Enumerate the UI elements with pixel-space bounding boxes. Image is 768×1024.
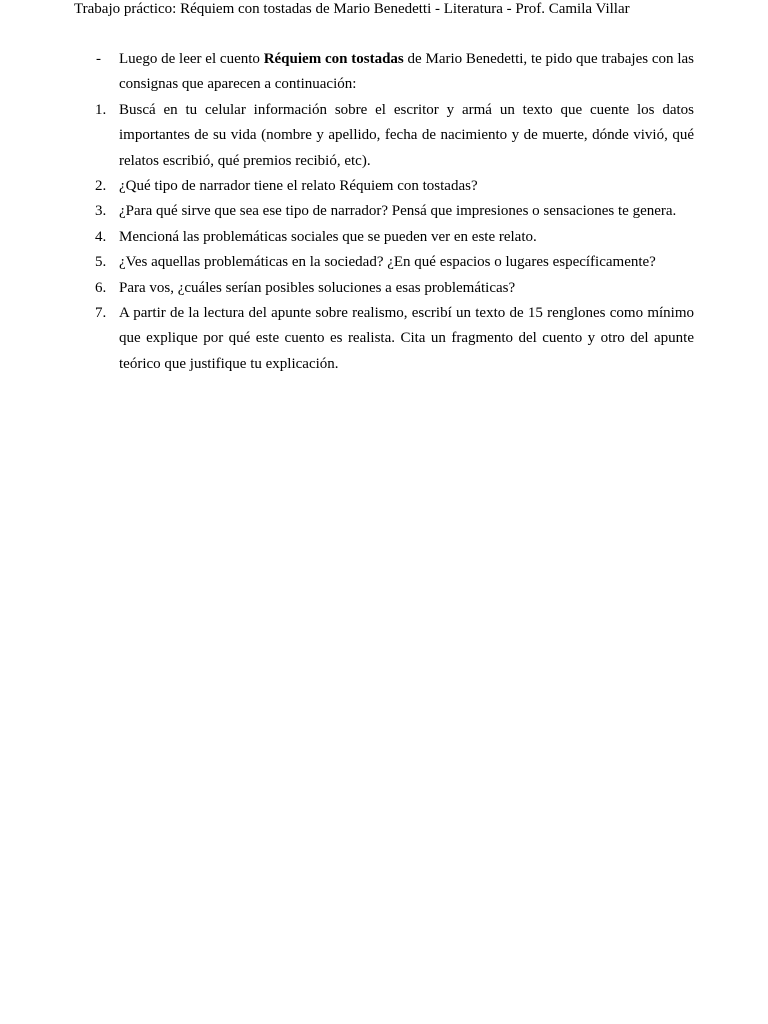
assignment-list — [74, 47, 694, 377]
list-marker: 4. — [95, 228, 107, 245]
list-marker: 5. — [95, 254, 107, 271]
list-item-text: ¿Qué tipo de narrador tiene el relato Réquiem con tostadas? — [119, 178, 478, 195]
list-item — [74, 301, 694, 377]
list-item-text: Para vos, ¿cuáles serían posibles soluciones a esas problemáticas? — [119, 279, 516, 296]
list-item — [74, 276, 694, 301]
list-marker: 1. — [95, 101, 107, 118]
list-item-text: ¿Para qué sirve que sea ese tipo de narrador? Pensá que impresiones o sensaciones te genera. — [119, 203, 677, 220]
list-marker: 3. — [95, 203, 107, 220]
intro-item — [74, 47, 694, 98]
page-header: Trabajo práctico: Réquiem con tostadas de Mario Benedetti - Literatura - Prof. Camila Villar — [74, 1, 630, 17]
list-marker: - — [96, 51, 101, 67]
list-item — [74, 250, 694, 275]
list-item — [74, 199, 694, 224]
list-marker: 7. — [95, 305, 107, 322]
list-marker: 2. — [95, 178, 107, 195]
list-item — [74, 174, 694, 199]
list-item-text: ¿Ves aquellas problemáticas en la sociedad? ¿En qué espacios o lugares específicamente? — [119, 254, 656, 271]
list-marker: 6. — [95, 279, 107, 296]
list-item-text: A partir de la lectura del apunte sobre realismo, escribí un texto de 15 renglones como mínimo que explique por qué este cuento es realista. Cita un fragmento del cuento y otro del apunte teórico que justifique tu explicación. — [119, 305, 694, 372]
intro-text-after: de Mario Benedetti, te pido que trabajes con las consignas que aparecen a continuación: — [119, 51, 694, 93]
list-item — [74, 98, 694, 174]
intro-text — [119, 47, 694, 98]
intro-text-before: Luego de leer el cuento — [119, 51, 264, 67]
story-title: Réquiem con tostadas — [263, 51, 404, 67]
list-item — [74, 225, 694, 250]
list-item-text: Mencioná las problemáticas sociales que se pueden ver en este relato. — [119, 228, 537, 245]
list-item-text: Buscá en tu celular información sobre el escritor y armá un texto que cuente los datos importantes de su vida (nombre y apellido, fecha de nacimiento y de muerte, dónde vivió, qué relatos escribió, qué premios recibió, etc). — [119, 101, 694, 169]
